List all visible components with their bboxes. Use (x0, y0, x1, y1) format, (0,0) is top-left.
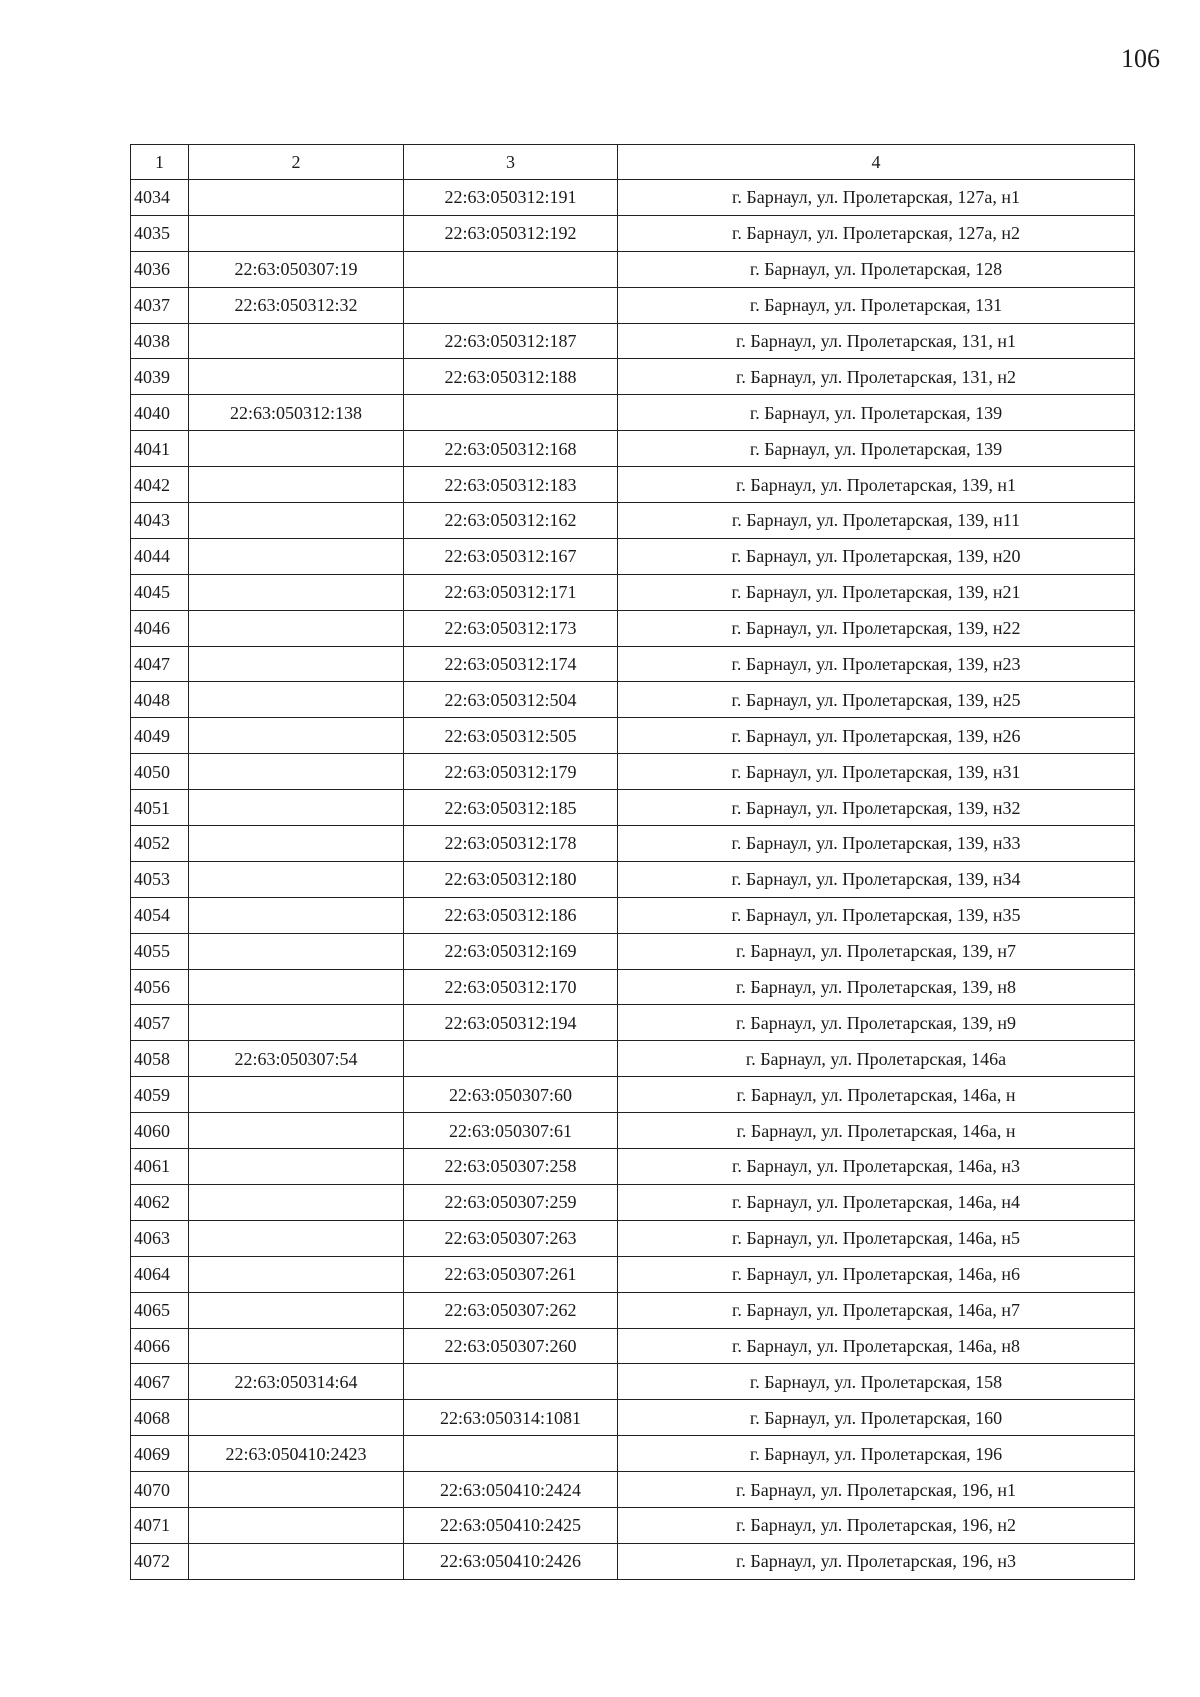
table-row (131, 969, 1135, 1005)
row-number-cell: 4050 (131, 754, 189, 790)
cadastral-number-cell: 22:63:050312:169 (404, 933, 618, 969)
address-cell: г. Барнаул, ул. Пролетарская, 146а, н (618, 1113, 1135, 1149)
cadastral-number-cell (189, 1543, 404, 1579)
cadastral-number-cell (189, 826, 404, 862)
cadastral-number-cell (189, 1077, 404, 1113)
address-cell: г. Барнаул, ул. Пролетарская, 139, н35 (618, 897, 1135, 933)
address-cell: г. Барнаул, ул. Пролетарская, 139 (618, 431, 1135, 467)
cadastral-number-cell (189, 933, 404, 969)
row-number-cell: 4052 (131, 826, 189, 862)
table-row (131, 323, 1135, 359)
cadastral-number-cell (189, 897, 404, 933)
cadastral-number-cell (189, 215, 404, 251)
page-number: 106 (1121, 44, 1160, 73)
registry-table (130, 144, 1135, 1580)
address-cell: г. Барнаул, ул. Пролетарская, 127а, н2 (618, 215, 1135, 251)
registry-table-container (130, 144, 1134, 1580)
table-row (131, 1364, 1135, 1400)
cadastral-number-cell (404, 1041, 618, 1077)
address-cell: г. Барнаул, ул. Пролетарская, 158 (618, 1364, 1135, 1400)
cadastral-number-cell (189, 1507, 404, 1543)
cadastral-number-cell: 22:63:050312:171 (404, 574, 618, 610)
table-row (131, 754, 1135, 790)
cadastral-number-cell (189, 718, 404, 754)
cadastral-number-cell: 22:63:050312:167 (404, 538, 618, 574)
table-row (131, 861, 1135, 897)
address-cell: г. Барнаул, ул. Пролетарская, 131, н1 (618, 323, 1135, 359)
address-cell: г. Барнаул, ул. Пролетарская, 127а, н1 (618, 180, 1135, 216)
cadastral-number-cell: 22:63:050312:504 (404, 682, 618, 718)
row-number-cell: 4055 (131, 933, 189, 969)
row-number-cell: 4063 (131, 1220, 189, 1256)
table-row (131, 287, 1135, 323)
table-row (131, 1328, 1135, 1364)
row-number-cell: 4046 (131, 610, 189, 646)
row-number-cell: 4054 (131, 897, 189, 933)
cadastral-number-cell (189, 467, 404, 503)
cadastral-number-cell (189, 1184, 404, 1220)
address-cell: г. Барнаул, ул. Пролетарская, 139, н31 (618, 754, 1135, 790)
cadastral-number-cell (189, 1005, 404, 1041)
cadastral-number-cell: 22:63:050312:179 (404, 754, 618, 790)
cadastral-number-cell: 22:63:050312:183 (404, 467, 618, 503)
cadastral-number-cell: 22:63:050307:19 (189, 251, 404, 287)
cadastral-number-cell (189, 1149, 404, 1185)
row-number-cell: 4058 (131, 1041, 189, 1077)
row-number-cell: 4061 (131, 1149, 189, 1185)
cadastral-number-cell: 22:63:050307:258 (404, 1149, 618, 1185)
cadastral-number-cell: 22:63:050307:54 (189, 1041, 404, 1077)
cadastral-number-cell (404, 287, 618, 323)
cadastral-number-cell: 22:63:050312:187 (404, 323, 618, 359)
row-number-cell: 4071 (131, 1507, 189, 1543)
cadastral-number-cell (404, 395, 618, 431)
table-row (131, 897, 1135, 933)
cadastral-number-cell (189, 754, 404, 790)
header-row (131, 145, 1135, 180)
cadastral-number-cell (189, 682, 404, 718)
table-row (131, 1041, 1135, 1077)
cadastral-number-cell: 22:63:050312:192 (404, 215, 618, 251)
header-cell-3: 3 (404, 145, 618, 180)
cadastral-number-cell: 22:63:050312:170 (404, 969, 618, 1005)
address-cell: г. Барнаул, ул. Пролетарская, 139, н1 (618, 467, 1135, 503)
address-cell: г. Барнаул, ул. Пролетарская, 139, н25 (618, 682, 1135, 718)
cadastral-number-cell (404, 1364, 618, 1400)
row-number-cell: 4065 (131, 1292, 189, 1328)
row-number-cell: 4057 (131, 1005, 189, 1041)
cadastral-number-cell: 22:63:050312:174 (404, 646, 618, 682)
cadastral-number-cell (189, 1400, 404, 1436)
row-number-cell: 4040 (131, 395, 189, 431)
table-row (131, 1436, 1135, 1472)
table-row (131, 718, 1135, 754)
cadastral-number-cell: 22:63:050312:32 (189, 287, 404, 323)
row-number-cell: 4039 (131, 359, 189, 395)
address-cell: г. Барнаул, ул. Пролетарская, 139, н21 (618, 574, 1135, 610)
cadastral-number-cell: 22:63:050410:2425 (404, 1507, 618, 1543)
row-number-cell: 4045 (131, 574, 189, 610)
address-cell: г. Барнаул, ул. Пролетарская, 160 (618, 1400, 1135, 1436)
row-number-cell: 4068 (131, 1400, 189, 1436)
table-row (131, 1184, 1135, 1220)
cadastral-number-cell: 22:63:050307:262 (404, 1292, 618, 1328)
cadastral-number-cell (404, 1436, 618, 1472)
row-number-cell: 4036 (131, 251, 189, 287)
address-cell: г. Барнаул, ул. Пролетарская, 139, н9 (618, 1005, 1135, 1041)
table-row (131, 1005, 1135, 1041)
cadastral-number-cell: 22:63:050307:60 (404, 1077, 618, 1113)
cadastral-number-cell: 22:63:050312:180 (404, 861, 618, 897)
address-cell: г. Барнаул, ул. Пролетарская, 139, н7 (618, 933, 1135, 969)
cadastral-number-cell (189, 1113, 404, 1149)
address-cell: г. Барнаул, ул. Пролетарская, 139, н26 (618, 718, 1135, 754)
row-number-cell: 4053 (131, 861, 189, 897)
row-number-cell: 4056 (131, 969, 189, 1005)
address-cell: г. Барнаул, ул. Пролетарская, 146а, н4 (618, 1184, 1135, 1220)
table-row (131, 503, 1135, 539)
address-cell: г. Барнаул, ул. Пролетарская, 139, н32 (618, 790, 1135, 826)
row-number-cell: 4051 (131, 790, 189, 826)
cadastral-number-cell (404, 251, 618, 287)
row-number-cell: 4037 (131, 287, 189, 323)
cadastral-number-cell: 22:63:050312:138 (189, 395, 404, 431)
address-cell: г. Барнаул, ул. Пролетарская, 146а, н6 (618, 1256, 1135, 1292)
header-cell-4: 4 (618, 145, 1135, 180)
cadastral-number-cell: 22:63:050307:61 (404, 1113, 618, 1149)
header-cell-2: 2 (189, 145, 404, 180)
table-row (131, 395, 1135, 431)
cadastral-number-cell (189, 969, 404, 1005)
cadastral-number-cell: 22:63:050314:64 (189, 1364, 404, 1400)
address-cell: г. Барнаул, ул. Пролетарская, 131, н2 (618, 359, 1135, 395)
table-row (131, 359, 1135, 395)
table-row (131, 538, 1135, 574)
row-number-cell: 4042 (131, 467, 189, 503)
row-number-cell: 4035 (131, 215, 189, 251)
row-number-cell: 4059 (131, 1077, 189, 1113)
address-cell: г. Барнаул, ул. Пролетарская, 139, н20 (618, 538, 1135, 574)
cadastral-number-cell: 22:63:050312:191 (404, 180, 618, 216)
cadastral-number-cell (189, 1256, 404, 1292)
cadastral-number-cell (189, 790, 404, 826)
row-number-cell: 4066 (131, 1328, 189, 1364)
table-header (131, 145, 1135, 180)
cadastral-number-cell: 22:63:050312:188 (404, 359, 618, 395)
table-row (131, 1220, 1135, 1256)
row-number-cell: 4047 (131, 646, 189, 682)
address-cell: г. Барнаул, ул. Пролетарская, 139, н8 (618, 969, 1135, 1005)
address-cell: г. Барнаул, ул. Пролетарская, 139, н33 (618, 826, 1135, 862)
cadastral-number-cell (189, 1472, 404, 1508)
cadastral-number-cell (189, 1328, 404, 1364)
address-cell: г. Барнаул, ул. Пролетарская, 196, н2 (618, 1507, 1135, 1543)
table-row (131, 790, 1135, 826)
row-number-cell: 4060 (131, 1113, 189, 1149)
cadastral-number-cell: 22:63:050410:2424 (404, 1472, 618, 1508)
table-row (131, 1113, 1135, 1149)
table-row (131, 826, 1135, 862)
cadastral-number-cell (189, 610, 404, 646)
address-cell: г. Барнаул, ул. Пролетарская, 146а, н8 (618, 1328, 1135, 1364)
row-number-cell: 4049 (131, 718, 189, 754)
table-row (131, 646, 1135, 682)
row-number-cell: 4038 (131, 323, 189, 359)
address-cell: г. Барнаул, ул. Пролетарская, 139, н11 (618, 503, 1135, 539)
cadastral-number-cell (189, 323, 404, 359)
table-row (131, 467, 1135, 503)
row-number-cell: 4072 (131, 1543, 189, 1579)
address-cell: г. Барнаул, ул. Пролетарская, 128 (618, 251, 1135, 287)
cadastral-number-cell (189, 574, 404, 610)
table-row (131, 1256, 1135, 1292)
table-row (131, 180, 1135, 216)
table-row (131, 251, 1135, 287)
cadastral-number-cell (189, 359, 404, 395)
address-cell: г. Барнаул, ул. Пролетарская, 139, н34 (618, 861, 1135, 897)
table-row (131, 1077, 1135, 1113)
cadastral-number-cell: 22:63:050312:505 (404, 718, 618, 754)
cadastral-number-cell: 22:63:050312:178 (404, 826, 618, 862)
table-row (131, 1400, 1135, 1436)
table-body (131, 180, 1135, 1580)
address-cell: г. Барнаул, ул. Пролетарская, 146а, н (618, 1077, 1135, 1113)
table-row (131, 1543, 1135, 1579)
cadastral-number-cell (189, 431, 404, 467)
address-cell: г. Барнаул, ул. Пролетарская, 196, н3 (618, 1543, 1135, 1579)
row-number-cell: 4044 (131, 538, 189, 574)
row-number-cell: 4041 (131, 431, 189, 467)
cadastral-number-cell: 22:63:050307:260 (404, 1328, 618, 1364)
table-row (131, 1472, 1135, 1508)
address-cell: г. Барнаул, ул. Пролетарская, 196, н1 (618, 1472, 1135, 1508)
cadastral-number-cell: 22:63:050312:186 (404, 897, 618, 933)
address-cell: г. Барнаул, ул. Пролетарская, 146а, н5 (618, 1220, 1135, 1256)
table-row (131, 1507, 1135, 1543)
header-cell-1: 1 (131, 145, 189, 180)
address-cell: г. Барнаул, ул. Пролетарская, 196 (618, 1436, 1135, 1472)
row-number-cell: 4069 (131, 1436, 189, 1472)
row-number-cell: 4067 (131, 1364, 189, 1400)
address-cell: г. Барнаул, ул. Пролетарская, 131 (618, 287, 1135, 323)
cadastral-number-cell: 22:63:050312:162 (404, 503, 618, 539)
cadastral-number-cell: 22:63:050410:2426 (404, 1543, 618, 1579)
table-row (131, 574, 1135, 610)
cadastral-number-cell: 22:63:050312:194 (404, 1005, 618, 1041)
cadastral-number-cell (189, 861, 404, 897)
address-cell: г. Барнаул, ул. Пролетарская, 139 (618, 395, 1135, 431)
row-number-cell: 4070 (131, 1472, 189, 1508)
cadastral-number-cell: 22:63:050307:261 (404, 1256, 618, 1292)
cadastral-number-cell: 22:63:050314:1081 (404, 1400, 618, 1436)
address-cell: г. Барнаул, ул. Пролетарская, 146а, н7 (618, 1292, 1135, 1328)
cadastral-number-cell (189, 1220, 404, 1256)
table-row (131, 682, 1135, 718)
table-row (131, 1149, 1135, 1185)
cadastral-number-cell: 22:63:050312:185 (404, 790, 618, 826)
row-number-cell: 4043 (131, 503, 189, 539)
cadastral-number-cell: 22:63:050307:263 (404, 1220, 618, 1256)
cadastral-number-cell (189, 1292, 404, 1328)
row-number-cell: 4048 (131, 682, 189, 718)
cadastral-number-cell: 22:63:050312:168 (404, 431, 618, 467)
cadastral-number-cell: 22:63:050307:259 (404, 1184, 618, 1220)
cadastral-number-cell (189, 180, 404, 216)
row-number-cell: 4062 (131, 1184, 189, 1220)
table-row (131, 1292, 1135, 1328)
table-row (131, 610, 1135, 646)
cadastral-number-cell (189, 538, 404, 574)
cadastral-number-cell (189, 503, 404, 539)
address-cell: г. Барнаул, ул. Пролетарская, 146а (618, 1041, 1135, 1077)
table-row (131, 431, 1135, 467)
cadastral-number-cell: 22:63:050312:173 (404, 610, 618, 646)
table-row (131, 215, 1135, 251)
cadastral-number-cell (189, 646, 404, 682)
row-number-cell: 4034 (131, 180, 189, 216)
cadastral-number-cell: 22:63:050410:2423 (189, 1436, 404, 1472)
address-cell: г. Барнаул, ул. Пролетарская, 139, н23 (618, 646, 1135, 682)
table-row (131, 933, 1135, 969)
address-cell: г. Барнаул, ул. Пролетарская, 146а, н3 (618, 1149, 1135, 1185)
row-number-cell: 4064 (131, 1256, 189, 1292)
address-cell: г. Барнаул, ул. Пролетарская, 139, н22 (618, 610, 1135, 646)
